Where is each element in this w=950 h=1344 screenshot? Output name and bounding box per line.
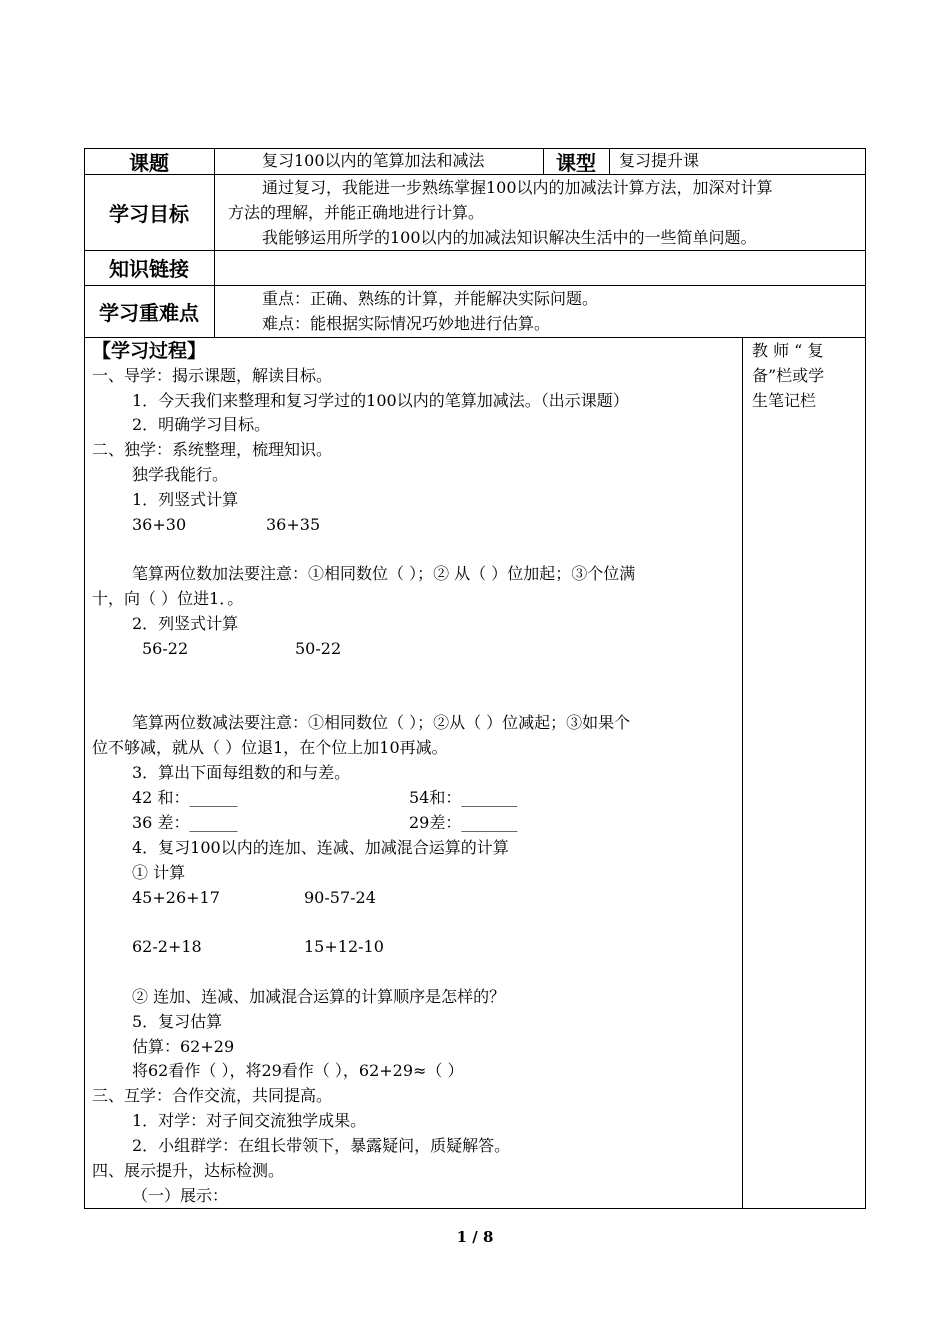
section-heading: 四、展示提升，达标检测。	[92, 1161, 285, 1180]
notes-column-line: 生笔记栏	[752, 391, 817, 410]
section-heading: 二、独学：系统整理，梳理知识。	[92, 440, 333, 459]
process-line: 2．列竖式计算	[132, 614, 239, 633]
process-title: 【学习过程】	[92, 340, 207, 362]
process-line: 5．复习估算	[132, 1012, 223, 1031]
process-line: 位不够减，就从（ ）位退1，在个位上加10再减。	[92, 738, 448, 757]
column-divider	[214, 148, 215, 337]
difference-blank: 29差：_______	[409, 813, 518, 832]
sum-blank: 54和：_______	[409, 788, 518, 807]
topic-value: 复习100以内的笔算加法和减法	[262, 151, 485, 170]
calc-expression: 36+30	[132, 515, 187, 534]
process-line: 1．对学：对子间交流独学成果。	[132, 1111, 367, 1130]
process-line: 笔算两位数减法要注意：①相同数位（ ）；②从（ ）位减起；③如果个	[132, 713, 631, 732]
key-points-label: 学习重难点	[99, 300, 199, 325]
process-line: 将62看作（ ），将29看作（ ），62+29≈（ ）	[132, 1061, 464, 1080]
process-line: 1．列竖式计算	[132, 490, 239, 509]
goal-line: 通过复习，我能进一步熟练掌握100以内的加减法计算方法，加深对计算	[262, 178, 773, 197]
notes-column-line: 备”栏或学	[752, 366, 825, 385]
section-heading: 一、导学：揭示课题，解读目标。	[92, 366, 333, 385]
topic-label: 课题	[129, 150, 169, 175]
process-line: ② 连加、连减、加减混合运算的计算顺序是怎样的？	[132, 987, 506, 1006]
process-line: ① 计算	[132, 863, 186, 882]
section-heading: 三、互学：合作交流，共同提高。	[92, 1086, 333, 1105]
calc-expression: 56-22	[142, 639, 189, 658]
process-line: （一）展示：	[132, 1186, 229, 1205]
process-line: 2．小组群学：在组长带领下，暴露疑问，质疑解答。	[132, 1136, 511, 1155]
calc-expression: 90-57-24	[304, 888, 376, 907]
page-number: 1 / 8	[456, 1228, 494, 1246]
process-line: 3．算出下面每组数的和与差。	[132, 763, 351, 782]
calc-expression: 62-2+18	[132, 937, 202, 956]
process-line: 笔算两位数加法要注意：①相同数位（ ）；② 从（ ）位加起；③个位满	[132, 564, 636, 583]
process-line: 十，向（ ）位进1．。	[92, 589, 244, 608]
type-value: 复习提升课	[619, 151, 700, 170]
notes-column-line: 教 师 “ 复	[752, 341, 824, 360]
column-divider	[742, 337, 743, 1209]
column-divider	[609, 148, 610, 174]
key-point-line: 重点：正确、熟练的计算，并能解决实际问题。	[262, 289, 599, 308]
calc-expression: 45+26+17	[132, 888, 220, 907]
calc-expression: 15+12-10	[304, 937, 384, 956]
sum-blank: 42 和：______	[132, 788, 238, 807]
goal-label: 学习目标	[109, 201, 189, 226]
key-point-line: 难点：能根据实际情况巧妙地进行估算。	[262, 314, 551, 333]
difference-blank: 36 差：______	[132, 813, 238, 832]
calc-expression: 36+35	[266, 515, 321, 534]
type-label: 课型	[556, 150, 596, 175]
process-line: 1．今天我们来整理和复习学过的100以内的笔算加减法。（出示课题）	[132, 391, 629, 410]
goal-line: 我能够运用所学的100以内的加减法知识解决生活中的一些简单问题。	[262, 228, 757, 247]
link-label: 知识链接	[109, 257, 189, 281]
process-line: 2．明确学习目标。	[132, 415, 271, 434]
calc-expression: 50-22	[295, 639, 342, 658]
process-line: 独学我能行。	[132, 465, 229, 484]
process-line: 估算：62+29	[132, 1037, 235, 1056]
goal-line: 方法的理解，并能正确地进行计算。	[228, 203, 485, 222]
process-line: 4．复习100以内的连加、连减、加减混合运算的计算	[132, 838, 509, 857]
